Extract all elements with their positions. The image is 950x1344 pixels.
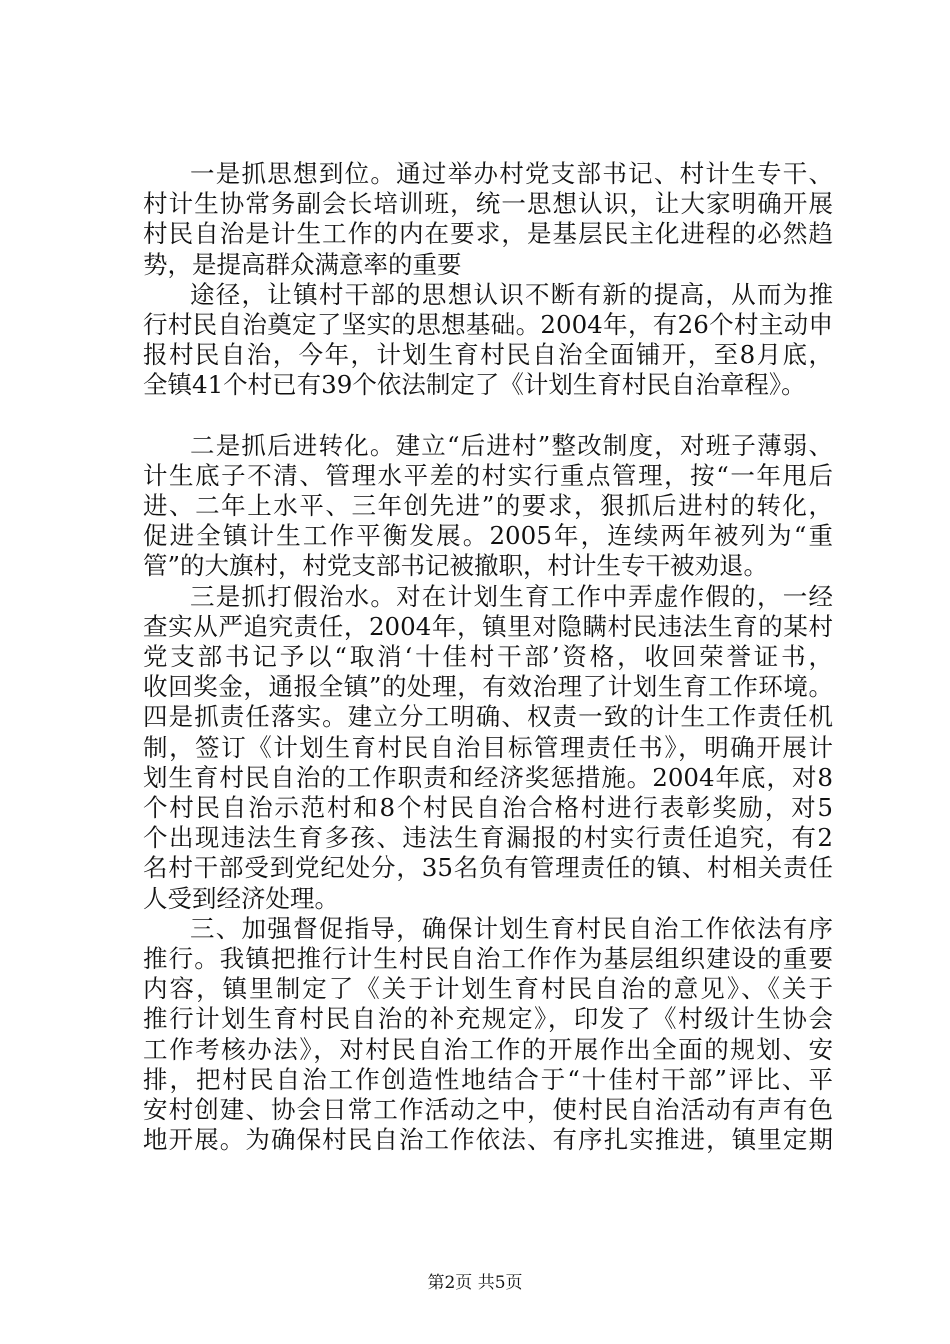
text-line: 个村民自治示范村和8个村民自治合格村进行表彰奖励，对5 xyxy=(143,793,833,823)
text-line: 管”的大旗村，村党支部书记被撤职，村计生专干被劝退。 xyxy=(143,551,769,581)
text-line: 工作考核办法》，对村民自治工作的开展作出全面的规划、安 xyxy=(143,1034,833,1064)
text-line: 安村创建、协会日常工作活动之中，使村民自治活动有声有色 xyxy=(143,1095,833,1125)
text-line: 制，签订《计划生育村民自治目标管理责任书》，明确开展计 xyxy=(143,732,833,762)
text-line: 推行。我镇把推行计生村民自治工作作为基层组织建设的重要 xyxy=(143,944,833,974)
text-line: 村民自治是计生工作的内在要求，是基层民主化进程的必然趋 xyxy=(143,219,833,249)
paragraph-gap xyxy=(143,401,833,431)
text-line: 报村民自治，今年，计划生育村民自治全面铺开，至8月底， xyxy=(143,340,833,370)
text-line: 划生育村民自治的工作职责和经济奖惩措施。2004年底，对8 xyxy=(143,762,833,792)
text-line: 个出现违法生育多孩、违法生育漏报的村实行责任追究，有2 xyxy=(143,823,833,853)
text-line: 党支部书记予以“取消‘十佳村干部’资格，收回荣誉证书， xyxy=(143,642,833,672)
text-line: 一是抓思想到位。通过举办村党支部书记、村计生专干、 xyxy=(190,159,833,188)
text-line: 名村干部受到党纪处分，35名负有管理责任的镇、村相关责任 xyxy=(143,853,833,883)
page-number-footer: 第2页 共5页 xyxy=(427,1273,523,1293)
text-line: 全镇41个村已有39个依法制定了《计划生育村民自治章程》。 xyxy=(143,370,806,400)
text-line: 三、加强督促指导，确保计划生育村民自治工作依法有序 xyxy=(190,913,833,943)
text-line: 四是抓责任落实。建立分工明确、权责一致的计生工作责任机 xyxy=(143,702,833,732)
text-line: 计生底子不清、管理水平差的村实行重点管理，按“一年甩后 xyxy=(143,460,833,490)
text-line: 三是抓打假治水。对在计划生育工作中弄虚作假的，一经 xyxy=(190,581,833,611)
text-line: 村计生协常务副会长培训班，统一思想认识，让大家明确开展 xyxy=(143,189,833,219)
text-line: 排，把村民自治工作创造性地结合于“十佳村干部”评比、平 xyxy=(143,1064,833,1094)
text-line: 地开展。为确保村民自治工作依法、有序扎实推进，镇里定期 xyxy=(143,1125,833,1155)
paragraph xyxy=(143,582,833,914)
paragraph xyxy=(143,431,833,582)
text-line: 二是抓后进转化。建立“后进村”整改制度，对班子薄弱、 xyxy=(190,430,833,460)
text-line: 途径，让镇村干部的思想认识不断有新的提高，从而为推 xyxy=(190,279,833,309)
text-line: 势，是提高群众满意率的重要 xyxy=(143,249,462,279)
text-line: 行村民自治奠定了坚实的思想基础。2004年，有26个村主动申 xyxy=(143,310,833,340)
text-line: 查实从严追究责任，2004年，镇里对隐瞒村民违法生育的某村 xyxy=(143,611,833,641)
text-line: 推行计划生育村民自治的补充规定》，印发了《村级计生协会 xyxy=(143,1004,833,1034)
text-line: 进、二年上水平、三年创先进”的要求，狠抓后进村的转化， xyxy=(143,491,833,521)
paragraph xyxy=(143,280,833,401)
paragraph xyxy=(143,159,833,280)
text-line: 收回奖金，通报全镇”的处理，有效治理了计划生育工作环境。 xyxy=(143,672,833,702)
paragraph xyxy=(143,914,833,1156)
document-body xyxy=(143,159,833,1156)
text-line: 促进全镇计生工作平衡发展。2005年，连续两年被列为“重 xyxy=(143,521,833,551)
text-line: 内容，镇里制定了《关于计划生育村民自治的意见》、《关于 xyxy=(143,974,833,1004)
text-line: 人受到经济处理。 xyxy=(143,883,339,913)
